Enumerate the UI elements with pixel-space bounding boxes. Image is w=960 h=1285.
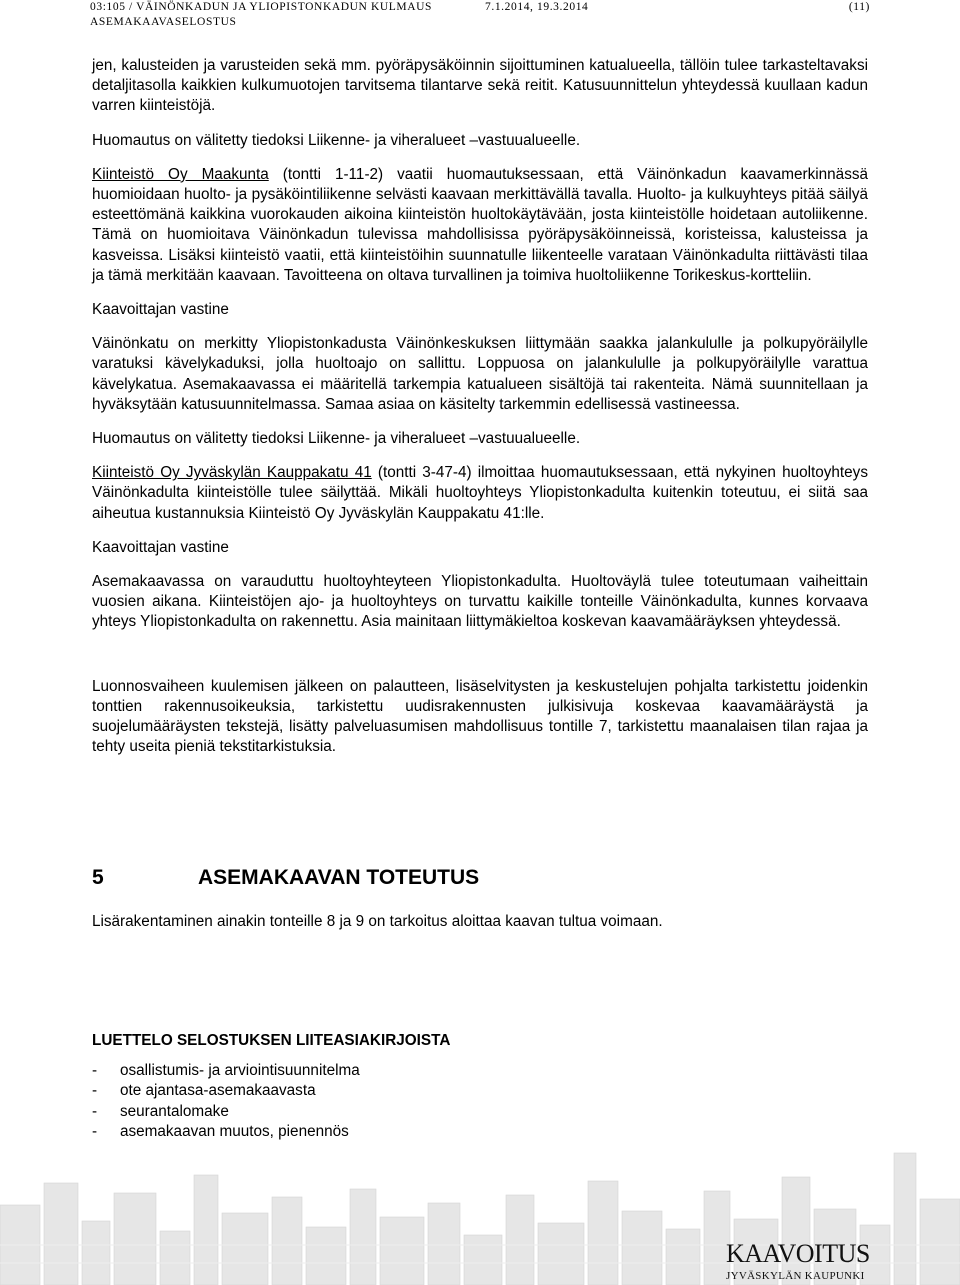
company-name: Kiinteistö Oy Maakunta [92,165,269,183]
document-type: ASEMAKAAVASELOSTUS [90,16,237,28]
document-dates: 7.1.2014, 19.3.2014 [485,1,589,13]
subheading: Kaavoittajan vastine [92,538,229,556]
list-item-label: ote ajantasa-asemakaavasta [120,1082,316,1100]
section-number: 5 [92,866,104,889]
list-item: - seurantalomake [92,1102,229,1120]
paragraph: Luonnosvaiheen kuulemisen jälkeen on palautteen, lisäselvitysten ja keskustelujen pohjalta tarkistettu joidenkin tonttien rakennusoikeuksia, tarkistettu uudisrakennusten julkisivuja koskevaa kaavamääräystä ja suojelumääräysten tekstejä, lisätty palveluasumisen mahdollisuus tontille 7, tarkistettu maanalaisen tilan rajaa ja tehty useita pieniä tekstitarkistuksia. [92,677,868,756]
list-item-label: seurantalomake [120,1102,229,1120]
paragraph [92,463,868,524]
list-item: - asemakaavan muutos, pienennös [92,1123,349,1141]
section-heading [92,866,479,890]
paragraph [92,165,868,286]
list-item: - osallistumis- ja arviointisuunnitelma [92,1062,360,1079]
company-name: Kiinteistö Oy Jyväskylän Kauppakatu 41 [92,464,372,482]
logo-brand: KAAVOITUS [726,1239,870,1268]
appendix-list [92,1061,360,1143]
section-text: Lisärakentaminen ainakin tonteille 8 ja 9 on tarkoitus aloittaa kaavan tultua voimaan. [92,913,663,930]
subheading: Kaavoittajan vastine [92,301,229,319]
list-item: - ote ajantasa-asemakaavasta [92,1082,316,1100]
paragraph-text: (tontti 3-47-4) ilmoittaa huomautuksessaan, että nykyinen huoltoyhteys Väinönkadulta kiinteistölle tulee säilyttää. Mikäli huoltoyhteys Yliopistonkadulta kuitenkin toteutuu, ei siitä saa aiheutua kustannuksia Kiinteistö Oy Jyväskylän Kauppakatu 41:lle. [92,464,868,522]
logo-subtitle: JYVÄSKYLÄN KAUPUNKI [726,1270,865,1282]
list-item-label: asemakaavan muutos, pienennös [120,1123,349,1141]
paragraph: jen, kalusteiden ja varusteiden sekä mm. pyöräpysäköinnin sijoittuminen katualueella, tällöin tulee tarkasteltavaksi detaljitasolla kaikkien kulkumuotojen tarvitsema tilantarve sekä reitit. Katusuunnittelun yhteydessä kuullaan kadun varren kiinteistöjä. [92,57,868,115]
page-number: (11) [848,1,870,13]
document-title: 03:105 / VÄINÖNKADUN JA YLIOPISTONKADUN KULMAUS [90,1,433,13]
paragraph: Huomautus on välitetty tiedoksi Liikenne- ja viheralueet –vastuualueelle. [92,131,581,149]
section-title: ASEMAKAAVAN TOTEUTUS [198,866,480,889]
list-item-label: osallistumis- ja arviointisuunnitelma [120,1062,360,1079]
body-text [92,56,868,771]
page-header [90,0,880,30]
kaavoitus-logo [726,1240,886,1282]
paragraph-text: (tontti 1-11-2) vaatii huomautuksessaan, että Väinönkadun kaavamerkinnässä huomioidaan huolto- ja pysäköintiliikenne selvästi kaavaan merkittävällä tavalla. Huolto- ja kulkuyhteys pitää säilyä esteettömänä kaikkina vuorokauden aikoina kiinteistön huoltokäytävään, josta kiinteistölle hoidetaan autoliikenne. Tämä on huomioitava Väinönkadun tulevissa mahdollisissa pyöräpysäköinneissä, koristeissa, kalusteissa ja kasveissa. Lisäksi kiinteistö vaatii, että kiinteistöihin suunnatulle liikenteelle varataan Väinönkadulta riittävästi tilaa ja tämä merkitään kaavaan. Tavoitteena on oltava turvallinen ja toimiva huoltoliikenne Torikeskus-kortteliin. [92,165,868,284]
paragraph: Huomautus on välitetty tiedoksi Liikenne- ja viheralueet –vastuualueelle. [92,430,581,448]
paragraph: Asemakaavassa on varauduttu huoltoyhteyteen Yliopistonkadulta. Huoltoväylä tulee toteutumaan vaiheittain vuosien aikana. Kiinteistöjen ajo- ja huoltoyhteys on turvattu kaikille tonteille Väinönkadulta, kunnes korvaava yhteys Yliopistonkadulta on rakennettu. Asia mainitaan liittymäkieltoa koskevan kaavamääräyksen yhteydessä. [92,573,868,631]
appendix-title: LUETTELO SELOSTUKSEN LIITEASIAKIRJOISTA [92,1032,451,1049]
paragraph: Väinönkatu on merkitty Yliopistonkadusta Väinönkeskuksen liittymään saakka jalankululle ja polkupyöräilylle varatuksi kävelykaduksi, jolla huoltoajo on sallittu. Loppuosa on jalankululle ja polkupyöräilylle varattua kävelykatua. Asemakaavassa ei määritellä tarkempia katualueen sisältöjä tai rakenteita. Nämä suunnitellaan ja hyväksytään katusuunnitelmassa. Samaa asiaa on käsitelty tarkemmin edellisessä vastineessa. [92,335,868,413]
